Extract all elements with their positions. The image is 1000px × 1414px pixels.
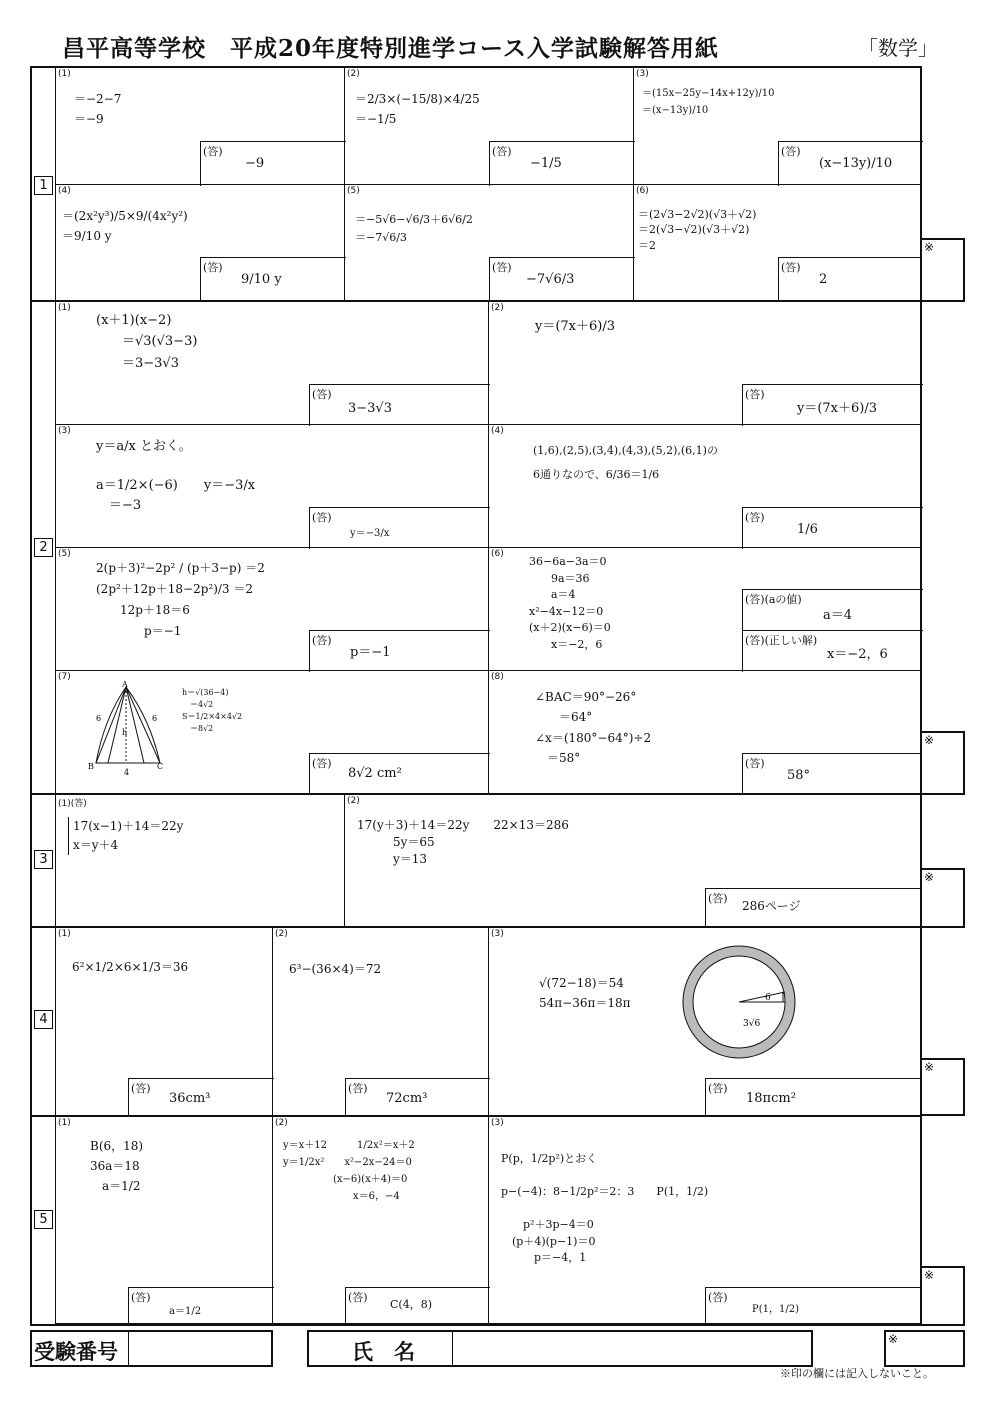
- answer-label: (答): [312, 511, 332, 524]
- answer-box[interactable]: [705, 1078, 923, 1117]
- answer-value: 58°: [787, 768, 811, 783]
- answer-value: x＝−2，6: [827, 647, 888, 662]
- name-label: 氏 名: [352, 1339, 415, 1364]
- work-text: ＝−2−7 ＝−9: [74, 92, 122, 126]
- s2-q1-cell: [55, 301, 489, 425]
- s1-q3-cell: [633, 67, 922, 185]
- answer-box[interactable]: [742, 753, 923, 795]
- answer-value: 72cm³: [386, 1091, 428, 1106]
- s2-q6-cell: [488, 547, 922, 671]
- answer-box[interactable]: [200, 141, 346, 186]
- height-label: h: [122, 728, 128, 737]
- work-text: 36−6a−3a＝0 9a＝36 a＝4 x²−4x−12＝0 (x＋2)(x−6)＝0 x＝−2，6: [529, 555, 611, 651]
- score-box-5: ※: [921, 1266, 965, 1326]
- answer-box[interactable]: [345, 1287, 490, 1325]
- section-number-5: 5: [34, 1210, 53, 1229]
- q-label: (2): [347, 69, 360, 79]
- name-divider: [452, 1331, 453, 1366]
- answer-value: y＝(7x＋6)/3: [797, 401, 878, 416]
- work-text: 2(p＋3)²−2p² / (p＋3−p) ＝2 (2p²＋12p＋18−2p²)/3 ＝2 12p＋18＝6 p＝−1: [96, 561, 265, 638]
- answer-box[interactable]: [489, 257, 635, 302]
- answer-box[interactable]: [778, 257, 923, 302]
- q-label: (3): [636, 69, 649, 79]
- work-text: ＝(2√3−2√2)(√3＋√2) ＝2(√3−√2)(√3＋√2) ＝2: [638, 208, 757, 252]
- q-label: (4): [58, 186, 71, 196]
- answer-value: 2: [819, 272, 828, 287]
- base-label: 4: [124, 768, 130, 777]
- work-text: 17(y＋3)＋14＝22y 22×13＝286 5y＝65 y＝13: [357, 818, 569, 866]
- s3-q2-cell: [344, 794, 922, 927]
- annulus-figure: [681, 940, 801, 1060]
- s2-q4-cell: [488, 424, 922, 548]
- work-text: P(p，1/2p²)とおく p−(−4)：8−1/2p²＝2：3 P(1，1/2) p²＋3p−4＝0 (p＋4)(p−1)＝0 p＝−4，1: [501, 1152, 709, 1264]
- answer-value: p＝−1: [350, 645, 391, 660]
- score-box-2: ※: [921, 731, 965, 795]
- s1-q6-cell: [633, 184, 922, 301]
- answer-box[interactable]: [200, 257, 346, 302]
- s5-q2-cell: [272, 1116, 489, 1324]
- q-label: (1): [58, 929, 71, 939]
- s2-q7-cell: [55, 670, 489, 794]
- answer-box[interactable]: [705, 1287, 923, 1325]
- name-input[interactable]: [454, 1332, 811, 1365]
- footer-note: ※印の欄には記入しないこと。: [780, 1367, 934, 1380]
- s3-q1-cell: [55, 794, 345, 927]
- answer-box[interactable]: [742, 384, 923, 426]
- s4-q1-cell: [55, 927, 273, 1116]
- side-label: 6: [96, 714, 102, 723]
- q-label: (5): [58, 549, 71, 559]
- answer-box[interactable]: [742, 507, 923, 549]
- answer-label: (答): [781, 145, 801, 158]
- answer-label: (答): [708, 892, 728, 905]
- answer-label: (答): [781, 261, 801, 274]
- work-text: y＝a/x とおく。 a＝1/2×(−6) y＝−3/x ＝−3: [96, 439, 256, 513]
- work-text: ＝(2x²y³)/5×9/(4x²y²) ＝9/10 y: [62, 209, 188, 243]
- q-label: (6): [636, 186, 649, 196]
- answer-value: 9/10 y: [241, 272, 282, 287]
- segment-label: 6: [765, 993, 771, 1003]
- s1-q4-cell: [55, 184, 345, 301]
- s1-q2-cell: [344, 67, 634, 185]
- answer-value: 286ページ: [742, 899, 801, 913]
- answer-box[interactable]: [345, 1078, 490, 1117]
- answer-label: (答): [312, 757, 332, 770]
- section-number-2: 2: [34, 538, 53, 557]
- work-text: ∠BAC＝90°−26° ＝64° ∠x＝(180°−64°)÷2 ＝58°: [535, 690, 652, 766]
- answer-box[interactable]: [309, 384, 490, 426]
- answer-value: a＝4: [823, 608, 853, 623]
- answer-value: a＝1/2: [169, 1306, 202, 1317]
- answer-label: (答): [745, 388, 765, 401]
- answer-label: (答): [492, 145, 512, 158]
- s5-q1-cell: [55, 1116, 273, 1324]
- s2-q5-cell: [55, 547, 489, 671]
- s2-q3-cell: [55, 424, 489, 548]
- answer-box[interactable]: [128, 1287, 274, 1325]
- s2-q2-cell: [488, 301, 922, 425]
- work-text: B(6，18) 36a＝18 a＝1/2: [90, 1139, 144, 1193]
- answer-value: y＝−3/x: [350, 528, 390, 539]
- side-label: 6: [152, 714, 158, 723]
- work-text: y＝(7x＋6)/3: [535, 319, 616, 334]
- answer-box[interactable]: [309, 630, 490, 672]
- q-label: (8): [491, 672, 504, 682]
- work-text: ＝2/3×(−15/8)×4/25 ＝−1/5: [355, 92, 480, 126]
- q-label: (2): [491, 303, 504, 313]
- answer-box[interactable]: [778, 141, 923, 186]
- answer-value: 36cm³: [169, 1091, 211, 1106]
- score-box-1: ※: [921, 238, 965, 302]
- s1-q1-cell: [55, 67, 345, 185]
- answer-label: (答): [203, 261, 223, 274]
- vertex-b-label: B: [88, 762, 94, 771]
- answer-label: (答): [131, 1082, 151, 1095]
- q-label: (1): [58, 1118, 71, 1128]
- answer-box[interactable]: [489, 141, 635, 186]
- work-text: √(72−18)＝54 54π−36π＝18π: [539, 976, 631, 1010]
- answer-value: 8√2 cm²: [348, 766, 402, 781]
- answer-label: (答): [348, 1082, 368, 1095]
- page-title: 昌平高等学校 平成20年度特別進学コース入学試験解答用紙: [62, 35, 719, 62]
- answer-box-b[interactable]: [742, 630, 923, 672]
- vertex-a-label: A: [122, 680, 128, 689]
- s4-q3-cell: [488, 927, 922, 1116]
- exam-number-label: 受験番号: [34, 1339, 118, 1364]
- answer-value: C(4，8): [390, 1298, 432, 1311]
- q-label: (5): [347, 186, 360, 196]
- section-number-4: 4: [34, 1010, 53, 1029]
- answer-box[interactable]: [705, 888, 923, 928]
- answer-box[interactable]: [309, 753, 490, 795]
- score-box-4: ※: [921, 1058, 965, 1116]
- answer-box[interactable]: [309, 507, 490, 549]
- q-label: (3): [491, 929, 504, 939]
- section-number-3: 3: [34, 850, 53, 869]
- q-label: (3): [491, 1118, 504, 1128]
- answer-value: −9: [245, 156, 265, 171]
- score-box-3: ※: [921, 868, 965, 928]
- exam-number-divider: [128, 1331, 129, 1366]
- q-label: (2): [347, 796, 360, 806]
- answer-label: (答): [312, 634, 332, 647]
- answer-box[interactable]: [128, 1078, 274, 1117]
- work-text: (1,6),(2,5),(3,4),(4,3),(5,2),(6,1)の 6通りなので、6/36＝1/6: [533, 444, 718, 482]
- answer-value: 1/6: [797, 522, 818, 537]
- answer-label: (答): [708, 1291, 728, 1304]
- answer-label: (答)(正しい解): [745, 634, 818, 647]
- s4-q2-cell: [272, 927, 489, 1116]
- answer-label: (答): [745, 511, 765, 524]
- s1-q5-cell: [344, 184, 634, 301]
- q-label: (1): [58, 69, 71, 79]
- answer-value: 18πcm²: [746, 1091, 796, 1106]
- section-number-1: 1: [34, 176, 53, 195]
- answer-value: −1/5: [530, 156, 562, 171]
- work-text: (x＋1)(x−2) ＝√3(√3−3) ＝3−3√3: [96, 313, 198, 371]
- vertex-c-label: C: [157, 762, 164, 771]
- q-label: (1): [58, 303, 71, 313]
- work-text: 6³−(36×4)＝72: [289, 962, 382, 976]
- answer-box-a[interactable]: [742, 589, 923, 631]
- work-text: 6²×1/2×6×1/3＝36: [72, 960, 189, 974]
- answer-label: (答): [708, 1082, 728, 1095]
- radius-label: 3√6: [743, 1019, 761, 1029]
- q-label: (6): [491, 549, 504, 559]
- subject-label: 「数学」: [858, 36, 938, 60]
- answer-label: (答): [312, 388, 332, 401]
- answer-label: (答): [492, 261, 512, 274]
- q-label: (7): [58, 672, 71, 682]
- q-label: (2): [275, 929, 288, 939]
- answer-value: −7√6/3: [526, 272, 575, 287]
- answer-label: (答)(aの値): [745, 593, 802, 606]
- answer-label: (答): [745, 757, 765, 770]
- answer-label: (答): [348, 1291, 368, 1304]
- s2-q8-cell: [488, 670, 922, 794]
- q-label: (1)(答): [58, 799, 87, 809]
- answer-value: P(1，1/2): [752, 1304, 799, 1315]
- answer-label: (答): [203, 145, 223, 158]
- q-label: (3): [58, 426, 71, 436]
- work-text: ＝(15x−25y−14x+12y)/10 ＝(x−13y)/10: [642, 88, 775, 116]
- s5-q3-cell: [488, 1116, 922, 1324]
- answer-value: 3−3√3: [348, 401, 392, 416]
- score-box-total: ※: [884, 1330, 965, 1367]
- q-label: (2): [275, 1118, 288, 1128]
- answer-value: (x−13y)/10: [819, 156, 893, 171]
- exam-number-input[interactable]: [130, 1332, 271, 1365]
- work-text: ＝−5√6−√6/3＋6√6/2 ＝−7√6/3: [355, 213, 473, 245]
- work-text: h＝√(36−4) ＝4√2 S＝1/2×4×4√2 ＝8√2: [182, 688, 243, 733]
- work-text: y＝x＋12 1/2x²＝x＋2 y＝1/2x² x²−2x−24＝0 (x−6)(x＋4)＝0 x＝6，−4: [283, 1140, 415, 1202]
- q-label: (4): [491, 426, 504, 436]
- work-text: 17(x−1)＋14＝22y x＝y＋4: [68, 817, 183, 855]
- answer-label: (答): [131, 1291, 151, 1304]
